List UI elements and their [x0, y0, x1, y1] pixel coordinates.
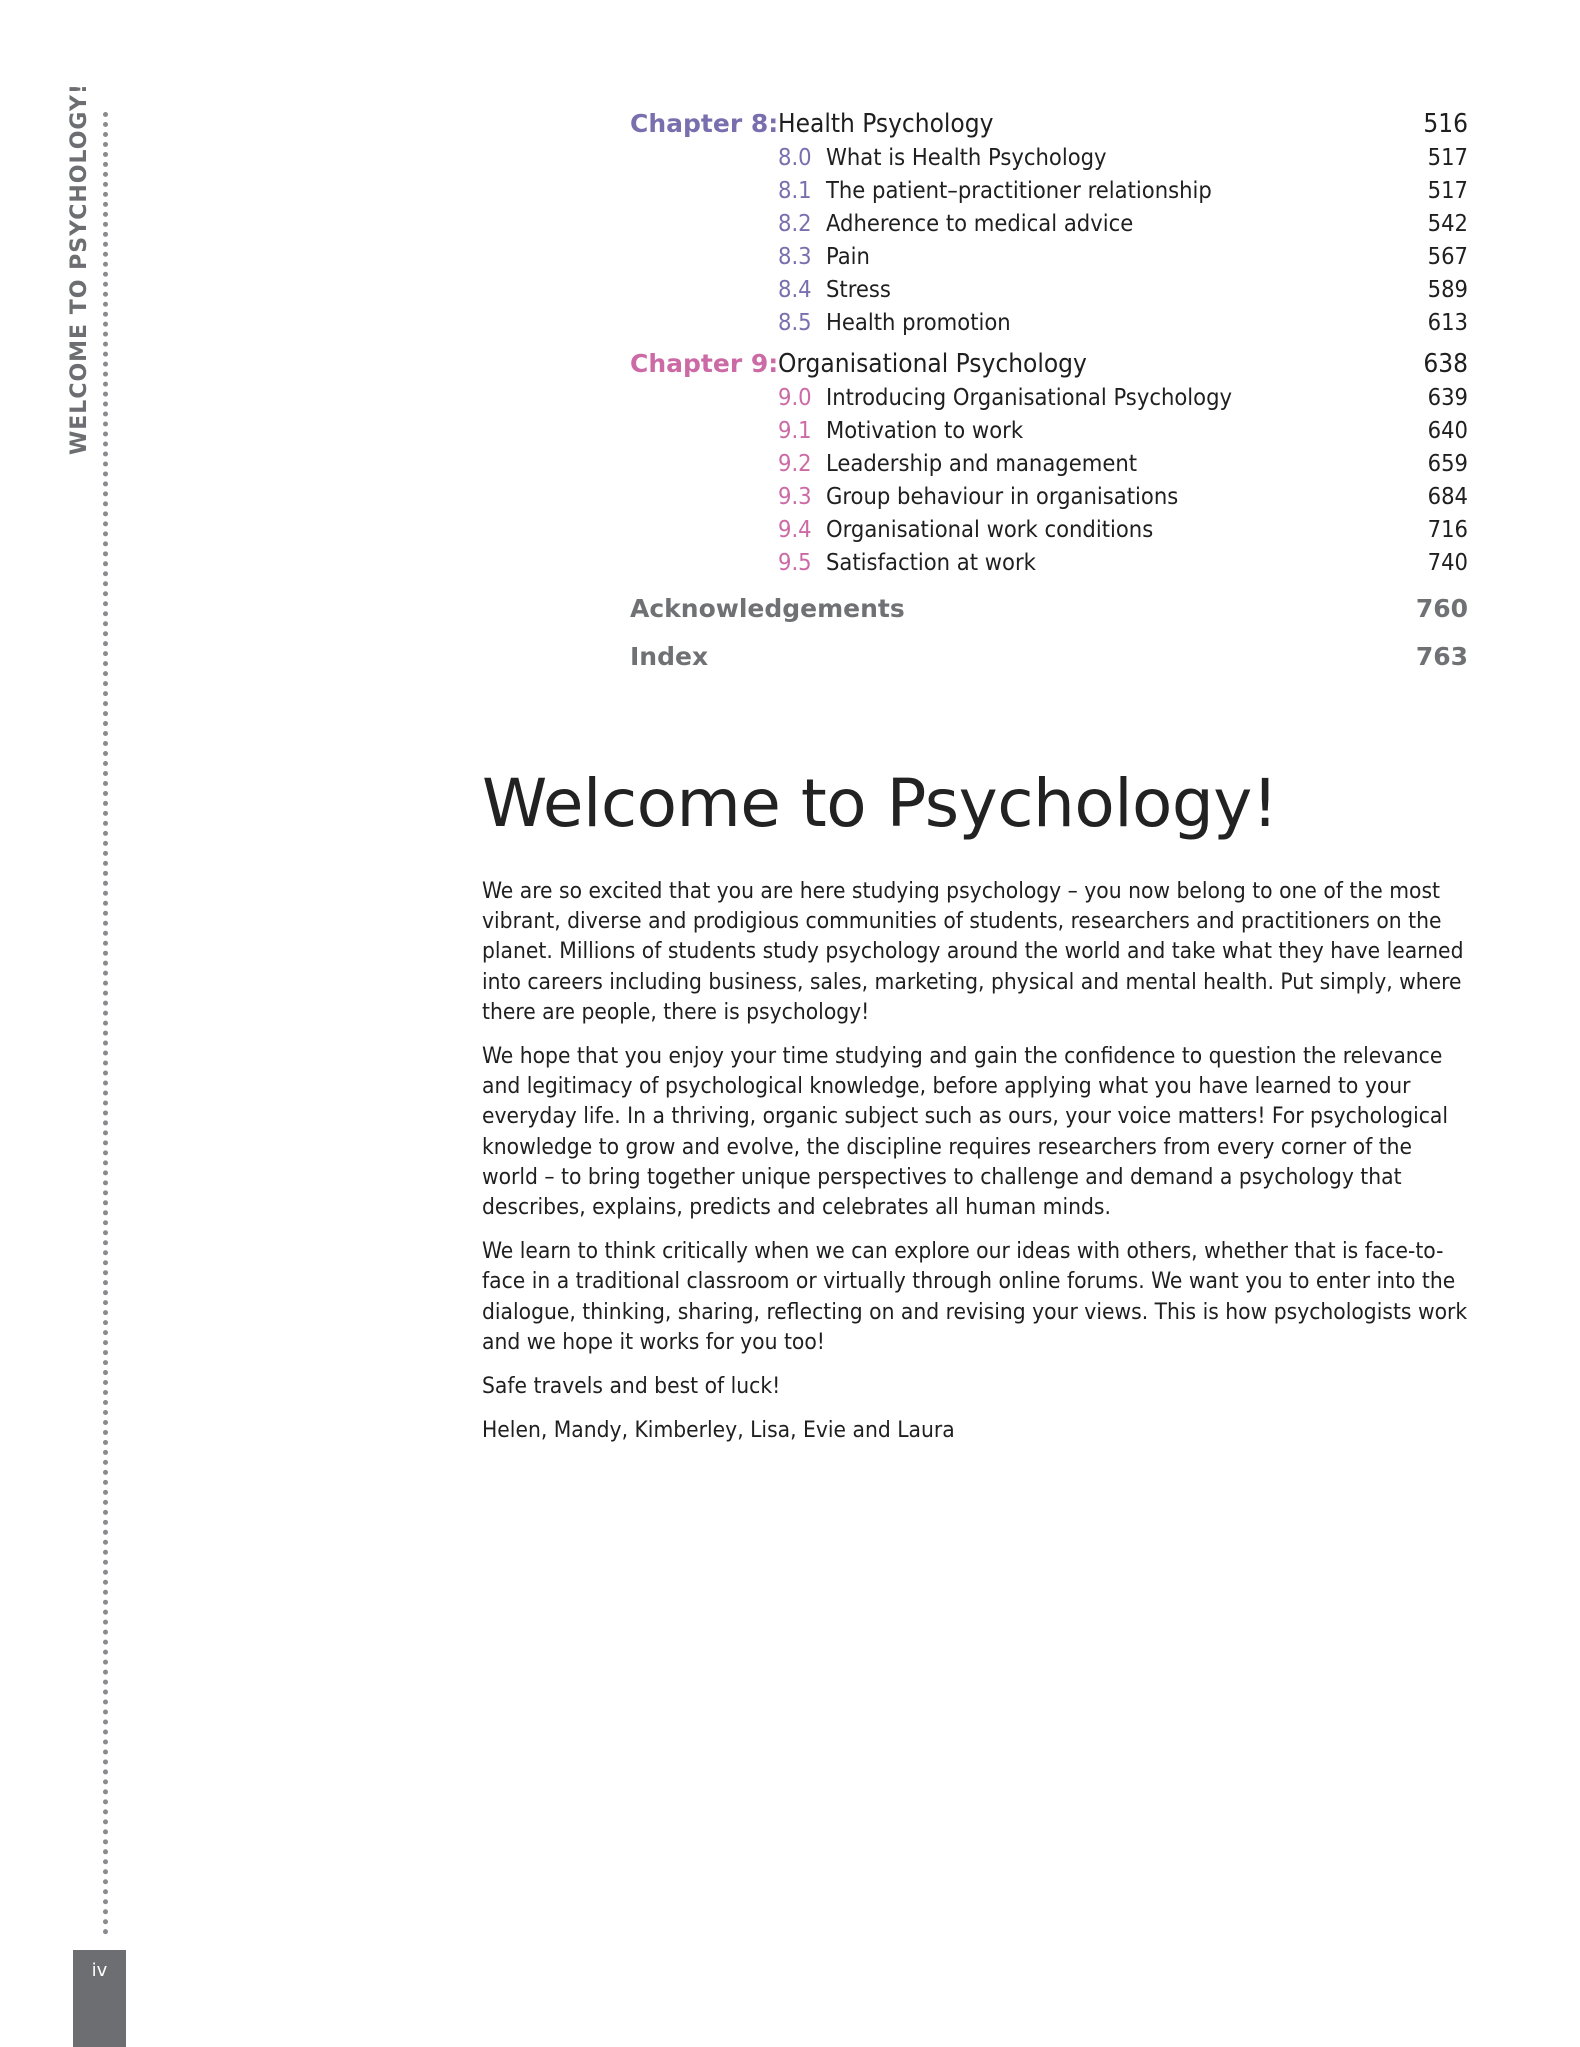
toc-chapter-9 [630, 347, 1468, 579]
welcome-paragraph: We learn to think critically when we can explore our ideas with others, whether that is face-to-face in a traditional classroom or virtually through online forums. We want you to enter into the dialogue, thinking, sharing, reflecting on and revising your views. This is how psychologists work and we hope it works for you too! [482, 1238, 1468, 1355]
section-title: Leadership and management [826, 449, 1138, 477]
page-number: iv [91, 1960, 108, 1981]
chapter-page-number: 638 [1423, 349, 1468, 379]
toc-index[interactable] [630, 633, 1468, 681]
section-title: The patient–practitioner relationship [826, 176, 1212, 204]
section-title: Group behaviour in organisations [826, 482, 1179, 510]
toc-section-row[interactable] [630, 480, 1468, 513]
section-title: Introducing Organisational Psychology [826, 383, 1233, 411]
section-number: 9.1 [778, 416, 812, 444]
section-page-number: 716 [1427, 515, 1468, 543]
section-title: Adherence to medical advice [826, 209, 1134, 237]
section-page-number: 640 [1427, 416, 1468, 444]
section-number: 9.4 [778, 515, 812, 543]
chapter-heading-row[interactable] [630, 107, 1468, 141]
section-title: Health promotion [826, 308, 1011, 336]
section-title: Pain [826, 242, 870, 270]
toc-section-row[interactable] [630, 447, 1468, 480]
running-section-title: WELCOME TO PSYCHOLOGY! [67, 83, 92, 455]
toc-section-row[interactable] [630, 546, 1468, 579]
section-page-number: 589 [1427, 275, 1468, 303]
toc-section-row[interactable] [630, 513, 1468, 546]
welcome-section [482, 760, 1472, 1459]
section-title: Organisational work conditions [826, 515, 1154, 543]
welcome-heading: Welcome to Psychology! [482, 765, 1278, 842]
chapter-title: Organisational Psychology [778, 349, 1087, 379]
section-page-number: 517 [1427, 143, 1468, 171]
section-title: Motivation to work [826, 416, 1024, 444]
welcome-paragraph: We are so excited that you are here studying psychology – you now belong to one of the most vibrant, diverse and prodigious communities of students, researchers and practitioners on the planet. Millions of students study psychology around the world and take what they have learned into careers including business, sales, marketing, physical and mental health. Put simply, where there are people, there is psychology! [482, 878, 1464, 1025]
table-of-contents [630, 107, 1468, 681]
section-number: 8.4 [778, 275, 812, 303]
backmatter-page-number: 760 [1415, 594, 1468, 623]
backmatter-label: Index [630, 642, 709, 671]
toc-section-row[interactable] [630, 174, 1468, 207]
chapter-title: Health Psychology [778, 109, 994, 139]
section-page-number: 567 [1427, 242, 1468, 270]
section-number: 8.2 [778, 209, 812, 237]
section-page-number: 740 [1427, 548, 1468, 576]
section-page-number: 517 [1427, 176, 1468, 204]
welcome-paragraph: We hope that you enjoy your time studying and gain the confidence to question the relevance and legitimacy of psychological knowledge, before applying what you have learned to your everyday life. In a thriving, organic subject such as ours, your voice matters! For psychological knowledge to grow and evolve, the discipline requires researchers from every corner of the world – to bring together unique perspectives to challenge and demand a psychology that describes, explains, predicts and celebrates all human minds. [482, 1043, 1448, 1221]
section-title: What is Health Psychology [826, 143, 1107, 171]
chapter-page-number: 516 [1423, 109, 1468, 139]
toc-section-row[interactable] [630, 141, 1468, 174]
section-title: Stress [826, 275, 891, 303]
section-page-number: 639 [1427, 383, 1468, 411]
chapter-label: Chapter 8: [630, 109, 779, 138]
section-page-number: 684 [1427, 482, 1468, 510]
toc-acknowledgements[interactable] [630, 585, 1468, 633]
toc-section-row[interactable] [630, 273, 1468, 306]
chapter-label: Chapter 9: [630, 349, 779, 378]
toc-section-row[interactable] [630, 207, 1468, 240]
section-number: 8.1 [778, 176, 812, 204]
section-number: 9.5 [778, 548, 812, 576]
section-number: 9.2 [778, 449, 812, 477]
backmatter-page-number: 763 [1415, 642, 1468, 671]
dotted-margin-rule [103, 112, 108, 1936]
toc-section-row[interactable] [630, 414, 1468, 447]
page-number-tab [73, 1950, 126, 2047]
toc-section-row[interactable] [630, 381, 1468, 414]
section-page-number: 613 [1427, 308, 1468, 336]
section-number: 8.0 [778, 143, 812, 171]
chapter-heading-row[interactable] [630, 347, 1468, 381]
section-number: 9.0 [778, 383, 812, 411]
section-title: Satisfaction at work [826, 548, 1036, 576]
section-number: 9.3 [778, 482, 812, 510]
toc-section-row[interactable] [630, 240, 1468, 273]
section-page-number: 659 [1427, 449, 1468, 477]
section-page-number: 542 [1427, 209, 1468, 237]
backmatter-label: Acknowledgements [630, 594, 905, 623]
section-number: 8.3 [778, 242, 812, 270]
welcome-signoff: Safe travels and best of luck! [482, 1373, 781, 1400]
welcome-authors: Helen, Mandy, Kimberley, Lisa, Evie and Laura [482, 1417, 955, 1444]
toc-section-row[interactable] [630, 306, 1468, 339]
toc-chapter-8 [630, 107, 1468, 339]
section-number: 8.5 [778, 308, 812, 336]
